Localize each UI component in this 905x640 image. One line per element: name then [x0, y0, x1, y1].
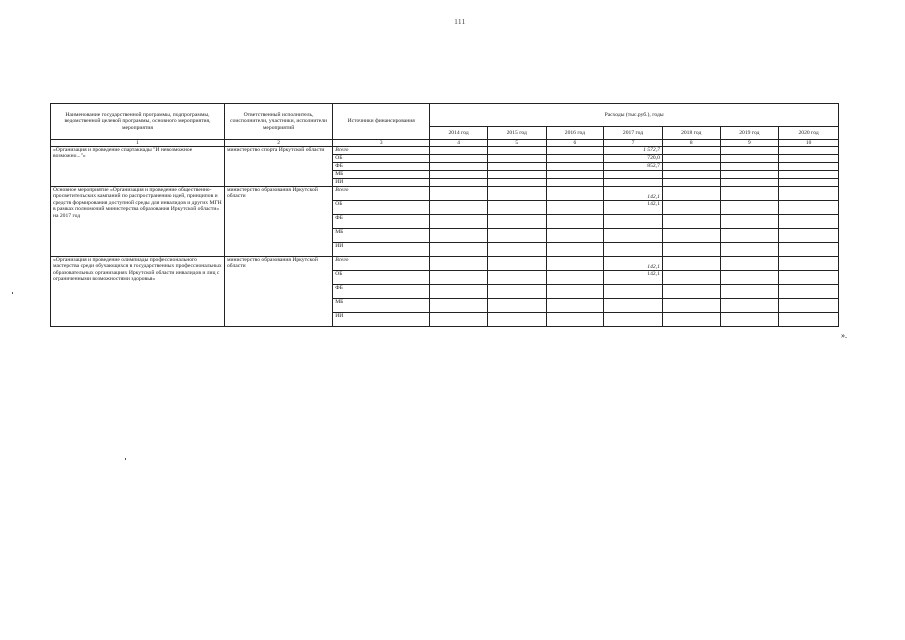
- header-name-cell: Наименование государственной программы, подпрограммы, ведомственной целевой программы, основного мероприятия, мероприятия: [51, 104, 225, 140]
- column-number: 1: [51, 140, 225, 147]
- column-number: 2: [224, 140, 332, 147]
- source-cell: ОБ: [333, 271, 430, 285]
- value-2017-cell: 142,1: [604, 187, 663, 201]
- value-2017-cell: [604, 285, 663, 299]
- value-2017-cell: [604, 179, 663, 187]
- table-row: [51, 257, 839, 271]
- source-cell: ИИ: [333, 243, 430, 257]
- value-2017-cell: 142,1: [604, 271, 663, 285]
- column-number: 9: [720, 140, 779, 147]
- source-cell: Всего: [333, 187, 430, 201]
- source-cell: МБ: [333, 229, 430, 243]
- header-year-cell: 2019 год: [720, 127, 779, 140]
- page-number: 111: [454, 18, 466, 26]
- header-expenses-cell: Расходы (тыс.руб.), годы: [430, 104, 839, 127]
- value-2017-cell: 142,1: [604, 257, 663, 271]
- table-row: [51, 147, 839, 155]
- column-number: 7: [604, 140, 663, 147]
- value-2017-cell: 720,0: [604, 155, 663, 163]
- column-number: 10: [779, 140, 839, 147]
- source-cell: ФБ: [333, 163, 430, 171]
- source-cell: МБ: [333, 171, 430, 179]
- header-row: [51, 104, 839, 127]
- header-year-cell: 2020 год: [779, 127, 839, 140]
- executor-cell: министерство спорта Иркутской области: [224, 147, 332, 187]
- value-2017-cell: 1 572,7: [604, 147, 663, 155]
- scan-artifact-mark: [12, 292, 13, 294]
- closing-quote-mark: ».: [841, 331, 847, 340]
- value-2017-cell: 852,7: [604, 163, 663, 171]
- header-year-cell: 2016 год: [546, 127, 604, 140]
- header-year-cell: 2018 год: [662, 127, 720, 140]
- header-source-cell: Источники финансирования: [333, 104, 430, 140]
- source-cell: Всего: [333, 257, 430, 271]
- source-cell: Всего: [333, 147, 430, 155]
- table-row: [51, 187, 839, 201]
- value-2017-cell: [604, 313, 663, 327]
- column-number: 8: [662, 140, 720, 147]
- executor-cell: министерство образования Иркутской области: [224, 187, 332, 257]
- source-cell: ФБ: [333, 285, 430, 299]
- header-year-cell: 2015 год: [487, 127, 546, 140]
- budget-table: [50, 103, 839, 327]
- header-year-cell: 2017 год: [604, 127, 663, 140]
- value-2017-cell: [604, 243, 663, 257]
- executor-cell: министерство образования Иркутской области: [224, 257, 332, 327]
- column-number: 6: [546, 140, 604, 147]
- source-cell: ИИ: [333, 179, 430, 187]
- source-cell: ОБ: [333, 155, 430, 163]
- source-cell: ФБ: [333, 215, 430, 229]
- source-cell: МБ: [333, 299, 430, 313]
- column-number: 4: [430, 140, 488, 147]
- value-2017-cell: [604, 299, 663, 313]
- value-2017-cell: 142,1: [604, 201, 663, 215]
- column-number: 5: [487, 140, 546, 147]
- value-2017-cell: [604, 215, 663, 229]
- activity-name-cell: «Организация и проведение спартакиады "И невозможное возможно..."»: [51, 147, 225, 187]
- activity-name-cell: Основное мероприятие «Организация и проведение общественно-просветительских кампаний по распространению идей, принципов и средств формирования доступной среды для инвалидов и других МГН в рамках полномочий министерства образования Иркутской области» на 2017 год: [51, 187, 225, 257]
- scan-artifact-mark: [125, 458, 126, 460]
- value-2017-cell: [604, 229, 663, 243]
- header-executor-cell: Ответственный исполнитель, соисполнители, участники, исполнители мероприятий: [224, 104, 332, 140]
- header-year-cell: 2014 год: [430, 127, 488, 140]
- column-number-row: [51, 140, 839, 147]
- column-number: 3: [333, 140, 430, 147]
- source-cell: ОБ: [333, 201, 430, 215]
- source-cell: ИИ: [333, 313, 430, 327]
- activity-name-cell: «Организация и проведение олимпиады профессионального мастерства среди обучающихся в государственных профессиональных образовательных организациях Иркутской области инвалидов и лиц с ограниченными возможностями здоровья»: [51, 257, 225, 327]
- value-2017-cell: [604, 171, 663, 179]
